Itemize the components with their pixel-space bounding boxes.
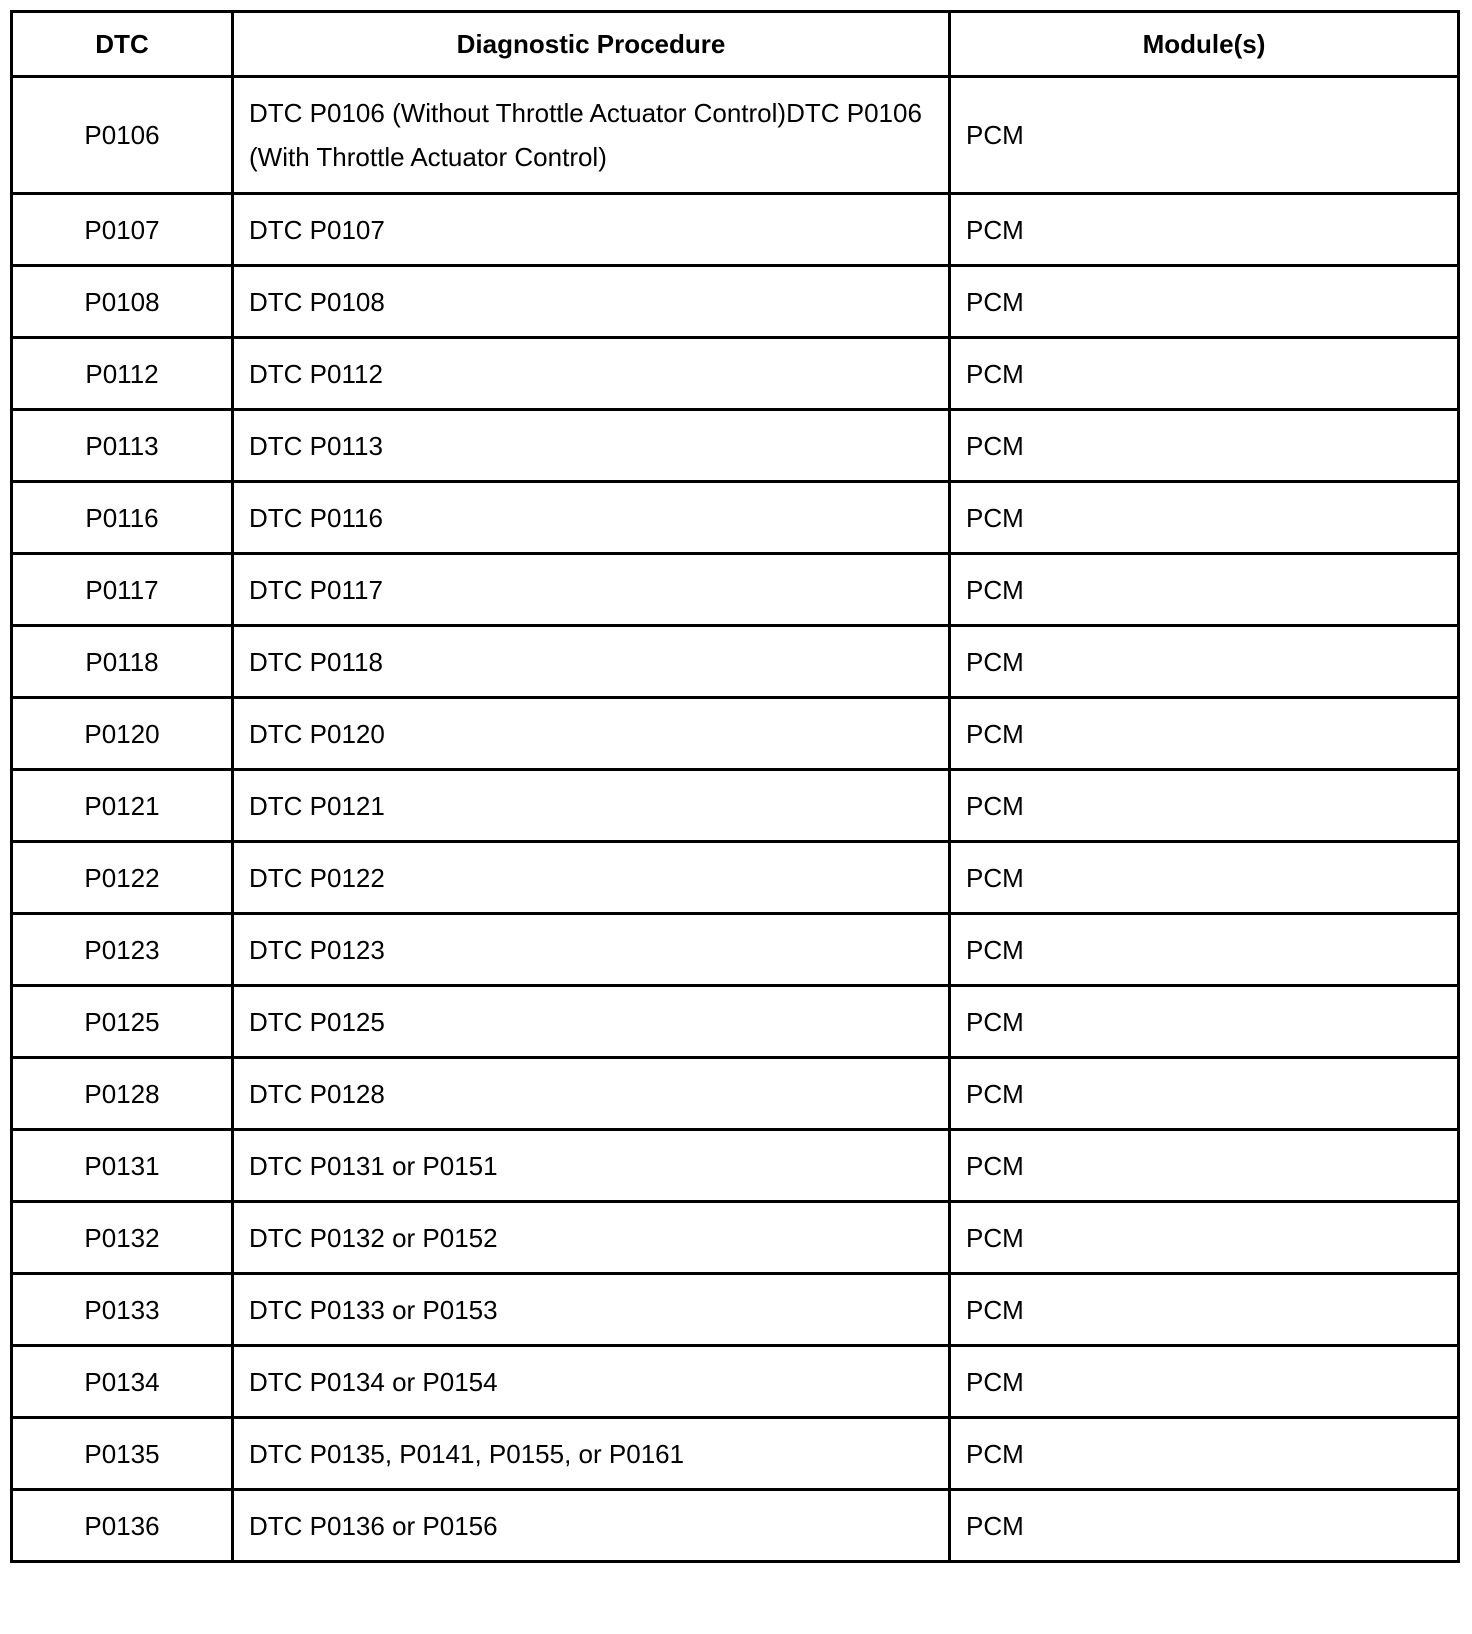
dtc-cell: P0125 (12, 986, 233, 1058)
dtc-cell: P0122 (12, 842, 233, 914)
procedure-cell: DTC P0120 (233, 698, 950, 770)
module-cell: PCM (950, 626, 1459, 698)
procedure-cell: DTC P0117 (233, 554, 950, 626)
dtc-cell: P0134 (12, 1346, 233, 1418)
table-row (12, 842, 1459, 914)
dtc-cell: P0135 (12, 1418, 233, 1490)
procedure-cell: DTC P0134 or P0154 (233, 1346, 950, 1418)
table-row (12, 914, 1459, 986)
dtc-cell: P0116 (12, 482, 233, 554)
procedure-cell: DTC P0122 (233, 842, 950, 914)
procedure-cell: DTC P0128 (233, 1058, 950, 1130)
header-row (12, 12, 1459, 77)
dtc-cell: P0117 (12, 554, 233, 626)
procedure-cell: DTC P0125 (233, 986, 950, 1058)
dtc-cell: P0118 (12, 626, 233, 698)
dtc-table (10, 10, 1460, 1563)
table-body (12, 77, 1459, 1562)
procedure-cell: DTC P0113 (233, 410, 950, 482)
table-row (12, 1202, 1459, 1274)
table-row (12, 1130, 1459, 1202)
module-cell: PCM (950, 410, 1459, 482)
module-cell: PCM (950, 1346, 1459, 1418)
procedure-cell: DTC P0106 (Without Throttle Actuator Control)DTC P0106 (With Throttle Actuator Control) (233, 77, 950, 194)
procedure-cell: DTC P0112 (233, 338, 950, 410)
dtc-cell: P0106 (12, 77, 233, 194)
dtc-cell: P0128 (12, 1058, 233, 1130)
table-row (12, 482, 1459, 554)
dtc-cell: P0120 (12, 698, 233, 770)
dtc-cell: P0107 (12, 194, 233, 266)
procedure-cell: DTC P0136 or P0156 (233, 1490, 950, 1562)
table-row (12, 1418, 1459, 1490)
table-row (12, 1490, 1459, 1562)
procedure-cell: DTC P0123 (233, 914, 950, 986)
table-row (12, 1058, 1459, 1130)
module-cell: PCM (950, 1130, 1459, 1202)
procedure-cell: DTC P0108 (233, 266, 950, 338)
table-row (12, 626, 1459, 698)
dtc-cell: P0121 (12, 770, 233, 842)
module-cell: PCM (950, 842, 1459, 914)
dtc-cell: P0136 (12, 1490, 233, 1562)
module-cell: PCM (950, 770, 1459, 842)
procedure-cell: DTC P0118 (233, 626, 950, 698)
table-row (12, 554, 1459, 626)
table-row (12, 1346, 1459, 1418)
table-row (12, 194, 1459, 266)
procedure-cell: DTC P0131 or P0151 (233, 1130, 950, 1202)
module-cell: PCM (950, 698, 1459, 770)
module-cell: PCM (950, 194, 1459, 266)
procedure-cell: DTC P0135, P0141, P0155, or P0161 (233, 1418, 950, 1490)
dtc-cell: P0113 (12, 410, 233, 482)
module-cell: PCM (950, 1058, 1459, 1130)
table-row (12, 1274, 1459, 1346)
module-cell: PCM (950, 1274, 1459, 1346)
module-cell: PCM (950, 338, 1459, 410)
table-row (12, 698, 1459, 770)
table-row (12, 338, 1459, 410)
header-modules: Module(s) (950, 12, 1459, 77)
dtc-cell: P0133 (12, 1274, 233, 1346)
header-dtc: DTC (12, 12, 233, 77)
procedure-cell: DTC P0133 or P0153 (233, 1274, 950, 1346)
module-cell: PCM (950, 266, 1459, 338)
module-cell: PCM (950, 554, 1459, 626)
procedure-cell: DTC P0116 (233, 482, 950, 554)
table-row (12, 410, 1459, 482)
procedure-cell: DTC P0121 (233, 770, 950, 842)
module-cell: PCM (950, 1202, 1459, 1274)
dtc-cell: P0108 (12, 266, 233, 338)
module-cell: PCM (950, 482, 1459, 554)
dtc-cell: P0131 (12, 1130, 233, 1202)
table-row (12, 770, 1459, 842)
module-cell: PCM (950, 1418, 1459, 1490)
table-row (12, 77, 1459, 194)
header-diagnostic-procedure: Diagnostic Procedure (233, 12, 950, 77)
table-row (12, 986, 1459, 1058)
table-header (12, 12, 1459, 77)
procedure-cell: DTC P0107 (233, 194, 950, 266)
module-cell: PCM (950, 914, 1459, 986)
dtc-cell: P0132 (12, 1202, 233, 1274)
table-row (12, 266, 1459, 338)
procedure-cell: DTC P0132 or P0152 (233, 1202, 950, 1274)
dtc-cell: P0112 (12, 338, 233, 410)
dtc-cell: P0123 (12, 914, 233, 986)
module-cell: PCM (950, 1490, 1459, 1562)
module-cell: PCM (950, 986, 1459, 1058)
module-cell: PCM (950, 77, 1459, 194)
